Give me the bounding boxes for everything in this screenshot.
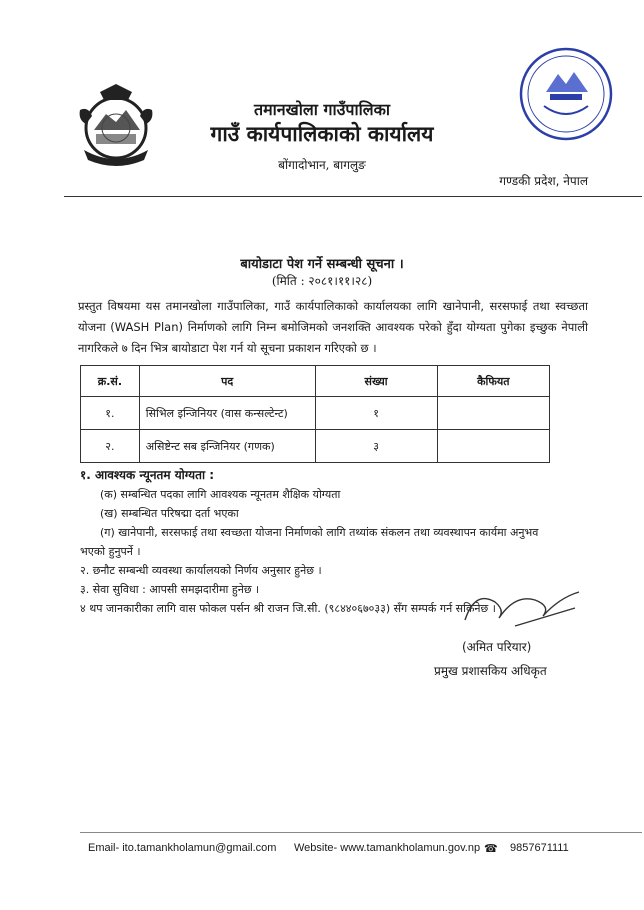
- footer-email: Email- ito.tamankholamun@gmail.com: [88, 842, 277, 854]
- table-header-cell: क्र.सं.: [81, 366, 140, 397]
- table-cell: सिभिल इन्जिनियर (वास कन्सल्टेन्ट): [139, 397, 315, 430]
- table-header-cell: कैफियत: [437, 366, 549, 397]
- notice-title: बायोडाटा पेश गर्ने सम्बन्धी सूचना ।: [240, 257, 404, 272]
- table-cell: [437, 430, 549, 463]
- signatory-name: (अमित परियार): [462, 640, 532, 654]
- office-title: गाउँ कार्यपालिकाको कार्यालय: [210, 121, 434, 146]
- table-row: [81, 430, 550, 463]
- office-seal-icon: [516, 44, 616, 144]
- signature-icon: [455, 580, 595, 640]
- positions-table: [80, 365, 550, 463]
- notice-date: (मिति : २०८१।११।२८): [271, 274, 373, 288]
- footer-website: Website- www.tamankholamun.gov.np: [294, 842, 481, 854]
- list-item: (ग) खानेपानी, सरसफाई तथा स्वच्छता योजना निर्माणको लागि तथ्यांक संकलन तथा व्यवस्थापन कार्यमा अनुभव: [100, 526, 539, 539]
- table-header-row: [81, 366, 550, 397]
- list-item: २. छनौट सम्बन्धी व्यवस्था कार्यालयको निर्णय अनुसार हुनेछ ।: [80, 564, 322, 577]
- table-header-cell: संख्या: [315, 366, 437, 397]
- phone-icon: ☎: [484, 843, 498, 855]
- table-row: [81, 397, 550, 430]
- office-address: बोंगादोभान, बागलुङ: [278, 158, 366, 172]
- footer-divider: [80, 832, 642, 833]
- table-cell: असिष्टेन्ट सब इन्जिनियर (गणक): [139, 430, 315, 463]
- list-item: ४ थप जानकारीका लागि वास फोकल पर्सन श्री राजन जि.सी. (९८४४०६७०३३) सँग सम्पर्क गर्न सकिनेछ ।: [80, 602, 496, 615]
- table-header-cell: पद: [139, 366, 315, 397]
- list-item: (ख) सम्बन्धित परिषद्मा दर्ता भएका: [100, 507, 239, 520]
- header-divider: [64, 196, 642, 197]
- table-cell: ३: [315, 430, 437, 463]
- province-label: गण्डकी प्रदेश, नेपाल: [499, 174, 588, 188]
- footer-phone: 9857671111: [510, 842, 569, 854]
- table-cell: [437, 397, 549, 430]
- list-item: भएको हुनुपर्ने ।: [80, 545, 141, 558]
- signatory-title: प्रमुख प्रशासकिय अधिकृत: [434, 664, 547, 678]
- notice-intro: प्रस्तुत विषयमा यस तमानखोला गाउँपालिका, गाउँ कार्यपालिकाको कार्यालयका लागि खानेपानी, सरसफाई तथा स्वच्छता योजना (WASH Plan) निर्माणको लागि निम्न बमोजिमको जनशक्ति आवश्यक परेको हुँदा योग्यता पुगेका इच्छुक नेपाली नागरिकले ७ दिन भित्र बायोडाटा पेश गर्न यो सूचना प्रकाशन गरिएको छ ।: [78, 299, 588, 355]
- office-name: तमानखोला गाउँपालिका: [253, 100, 391, 119]
- condition-heading: १. आवश्यक न्यूनतम योग्यता :: [80, 468, 215, 482]
- table-cell: १: [315, 397, 437, 430]
- list-item: ३. सेवा सुविधा : आपसी समझदारीमा हुनेछ ।: [80, 583, 260, 596]
- table-cell: १.: [81, 397, 140, 430]
- table-cell: २.: [81, 430, 140, 463]
- list-item: (क) सम्बन्धित पदका लागि आवश्यक न्यूनतम शैक्षिक योग्यता: [100, 488, 341, 501]
